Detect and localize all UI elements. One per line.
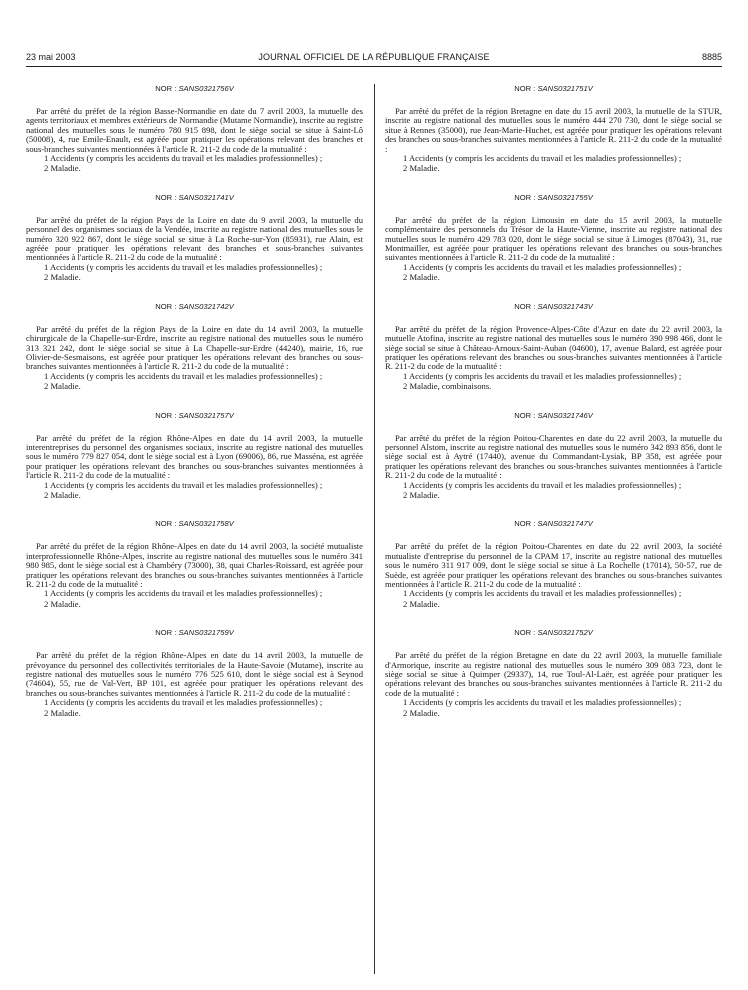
list-item: 1 Accidents (y compris les accidents du travail et les maladies professionnelles) ; [44, 370, 323, 381]
branch-list [385, 263, 722, 283]
right-column [385, 84, 722, 737]
list-item: 1 Accidents (y compris les accidents du travail et les maladies professionnelles) ; [403, 261, 682, 272]
notice-text: Par arrêté du préfet de la région Provence-Alpes-Côte d'Azur en date du 22 avril 2003, la mutuelle Atofina, inscrite au registre national des mutuelles sous le numéro 390 998 466, dont le siège social se situe à Château-Arnoux-Saint-Auban (04600), 17, avenue Balard, est agréée pour pratiquer les opérations relevant des branches ou sous-branches suivantes mentionnées à l'article R. 211-2 du code de la mutualité : [385, 323, 722, 372]
list-item: 2 Maladie. [44, 163, 81, 174]
nor-reference: NOR : SANS0321752V [514, 628, 593, 638]
list-item: 1 Accidents (y compris les accidents du travail et les maladies professionnelles) ; [44, 588, 323, 599]
branch-list [385, 589, 722, 609]
list-item: 1 Accidents (y compris les accidents du travail et les maladies professionnelles) ; [403, 479, 682, 490]
list-item: 2 Maladie. [44, 381, 81, 392]
left-column [26, 84, 363, 737]
nor-reference: NOR : SANS0321741V [155, 192, 234, 202]
list-item: 1 Accidents (y compris les accidents du travail et les maladies professionnelles) ; [44, 153, 323, 164]
journal-title: JOURNAL OFFICIEL DE LA RÉPUBLIQUE FRANÇAISE [258, 52, 490, 62]
notice [26, 411, 363, 501]
notice [385, 628, 722, 718]
nor-reference: NOR : SANS0321755V [514, 192, 593, 202]
notice [385, 411, 722, 501]
nor-reference: NOR : SANS0321757V [155, 410, 234, 420]
list-item: 2 Maladie. [403, 707, 440, 718]
nor-reference: NOR : SANS0321742V [155, 301, 234, 311]
column-divider [374, 84, 375, 974]
list-item: 1 Accidents (y compris les accidents du travail et les maladies professionnelles) ; [403, 697, 682, 708]
list-item: 2 Maladie. [44, 272, 81, 283]
nor-reference: NOR : SANS0321743V [514, 301, 593, 311]
page-header [26, 50, 722, 64]
list-item: 1 Accidents (y compris les accidents du travail et les maladies professionnelles) ; [403, 370, 682, 381]
notice [26, 628, 363, 718]
branch-list [385, 481, 722, 501]
notice-text: Par arrêté du préfet de la région Pays de la Loire en date du 9 avril 2003, la mutuelle du personnel des organismes sociaux de la Vendée, inscrite au registre national des mutuelles sous le numéro 320 922 867, dont le siège social se situe à La Roche-sur-Yon (85931), rue Alain, est agréée pour pratiquer les opérations relevant des branches et sous-branches suivantes mentionnées à l'article R. 211-2 du code de la mutualité : [26, 214, 363, 263]
list-item: 2 Maladie. [403, 163, 440, 174]
notice-text: Par arrêté du préfet de la région Bretagne en date du 22 avril 2003, la mutuelle familiale d'Armorique, inscrite au registre national des mutuelles sous le numéro 309 083 723, dont le siège social se situe à Quimper (29337), 14, rue Toul-Al-Laër, est agréée pour pratiquer les opérations relevant des branches ou sous-branches suivantes mentionnées à l'article R. 211-2 du code de la mutualité : [385, 650, 722, 698]
notice [385, 84, 722, 174]
list-item: 1 Accidents (y compris les accidents du travail et les maladies professionnelles) ; [44, 261, 323, 272]
nor-reference: NOR : SANS0321758V [155, 519, 234, 529]
branch-list [26, 372, 363, 392]
list-item: 1 Accidents (y compris les accidents du travail et les maladies professionnelles) ; [44, 697, 323, 708]
branch-list [385, 698, 722, 718]
notice-text: Par arrêté du préfet de la région Basse-Normandie en date du 7 avril 2003, la mutuelle des agents territoriaux et membres extérieurs de Normandie (Mutame Normandie), inscrite au registre national des mutuelles sous le numéro 780 915 898, dont le siège social se situe à Saint-Lô (50008), 4, rue Emile-Enault, est agréée pour pratiquer les opérations relevant des branches et sous-branches suivantes mentionnées à l'article R. 211-2 du code de la mutualité : [26, 106, 363, 154]
notice-text: Par arrêté du préfet de la région Poitou-Charentes en date du 22 avril 2003, la société mutualiste d'entreprise du personnel de la CPAM 17, inscrite au registre national des mutuelles sous le numéro 311 917 009, dont le siège social se situe à La Rochelle (17014), 50-57, rue de Suède, est agréée pour pratiquer les opérations relevant des branches ou sous-branches suivantes mentionnées à l'article R. 211-2 du code de la mutualité : [385, 541, 722, 589]
notice [385, 519, 722, 609]
list-item: 1 Accidents (y compris les accidents du travail et les maladies professionnelles) ; [403, 153, 682, 164]
notice [385, 193, 722, 283]
nor-reference: NOR : SANS0321756V [155, 84, 234, 93]
branch-list [26, 263, 363, 283]
list-item: 1 Accidents (y compris les accidents du travail et les maladies professionnelles) ; [44, 479, 323, 490]
notice-text: Par arrêté du préfet de la région Bretagne en date du 15 avril 2003, la mutuelle de la STUR, inscrite au registre national des mutuelles sous le numéro 444 270 730, dont le siège social se situe à Rennes (35000), rue Jean-Marie-Huchet, est agréée pour pratiquer les opérations relevant des branches ou sous-branches suivantes mentionnées à l'article R. 211-2 du code de la mutualité : [385, 106, 722, 154]
notice-text: Par arrêté du préfet de la région Rhône-Alpes en date du 14 avril 2003, la mutuelle de prévoyance du personnel des collectivités territoriales de la Haute-Savoie (Mutame), inscrite au registre national des mutuelles sous le numéro 776 525 610, dont le siège social est à Seynod (74604), 55, rue de Val-Vert, BP 101, est agréée pour pratiquer les opérations relevant des branches ou sous-branches suivantes mentionnées à l'article R. 211-2 du code de la mutualité : [26, 650, 363, 698]
notice-text: Par arrêté du préfet de la région Limousin en date du 15 avril 2003, la mutuelle complémentaire des personnels du Trésor de la Haute-Vienne, inscrite au registre national des mutuelles sous le numéro 429 783 020, dont le siège social se situe à Limoges (87043), 31, rue Montmailler, est agréée pour pratiquer les opérations relevant des branches ou sous-branches suivantes mentionnées à l'article R. 211-2 du code de la mutualité : [385, 214, 722, 263]
list-item: 2 Maladie. [44, 598, 81, 609]
branch-list [26, 154, 363, 174]
list-item: 2 Maladie. [44, 707, 81, 718]
list-item: 1 Accidents (y compris les accidents du travail et les maladies professionnelles) ; [403, 588, 682, 599]
nor-reference: NOR : SANS0321759V [155, 628, 234, 638]
list-item: 2 Maladie. [403, 598, 440, 609]
branch-list [385, 154, 722, 174]
page-number: 8885 [701, 52, 722, 62]
notice-text: Par arrêté du préfet de la région Pays de la Loire en date du 14 avril 2003, la mutuelle chirurgicale de la Chapelle-sur-Erdre, inscrite au registre national des mutuelles sous le numéro 313 321 242, dont le siège social se situe à La Chapelle-sur-Erdre (44240), mairie, 16, rue Olivier-de-Sesmaisons, est agréée pour pratiquer les opérations relevant des branches ou sous-branches suivantes mentionnées à l'article R. 211-2 du code de la mutualité : [26, 323, 363, 372]
notice [26, 519, 363, 609]
list-item: 2 Maladie. [403, 272, 440, 283]
list-item: 2 Maladie. [44, 489, 81, 500]
branch-list [26, 589, 363, 609]
notice [26, 84, 363, 174]
nor-reference: NOR : SANS0321747V [514, 519, 593, 529]
notice-text: Par arrêté du préfet de la région Rhône-Alpes en date du 14 avril 2003, la société mutualiste interprofessionnelle Rhône-Alpes, inscrite au registre national des mutuelles sous le numéro 341 980 985, dont le siège social est à Chambéry (73000), 38, quai Charles-Roissard, est agréée pour pratiquer les opérations relevant des branches ou sous-branches suivantes mentionnées à l'article R. 211-2 du code de la mutualité : [26, 541, 363, 589]
notice-text: Par arrêté du préfet de la région Rhône-Alpes en date du 14 avril 2003, la mutuelle interentreprises du personnel des organismes sociaux, inscrite au registre national des mutuelles sous le numéro 779 827 054, dont le siège social est à Lyon (69006), 86, rue Masséna, est agréée pour pratiquer les opérations relevant des branches ou sous-branches suivantes mentionnées à l'article R. 211-2 du code de la mutualité : [26, 432, 363, 481]
list-item: 2 Maladie, combinaisons. [403, 381, 492, 392]
nor-reference: NOR : SANS0321746V [514, 410, 593, 420]
branch-list [26, 698, 363, 718]
notice [385, 302, 722, 392]
branch-list [26, 481, 363, 501]
nor-reference: NOR : SANS0321751V [514, 84, 593, 93]
header-date: 23 mai 2003 [26, 52, 76, 62]
notice [26, 193, 363, 283]
notice-text: Par arrêté du préfet de la région Poitou-Charentes en date du 22 avril 2003, la mutuelle du personnel Alstom, inscrite au registre national des mutuelles sous le numéro 342 893 856, dont le siège social est à Aytré (17440), avenue du Commandant-Lysiak, BP 358, est agréée pour pratiquer les opérations relevant des branches ou sous-branches suivantes mentionnées à l'article R. 211-2 du code de la mutualité : [385, 432, 722, 481]
branch-list [385, 372, 722, 392]
list-item: 2 Maladie. [403, 489, 440, 500]
notice [26, 302, 363, 392]
header-rule [26, 66, 722, 67]
